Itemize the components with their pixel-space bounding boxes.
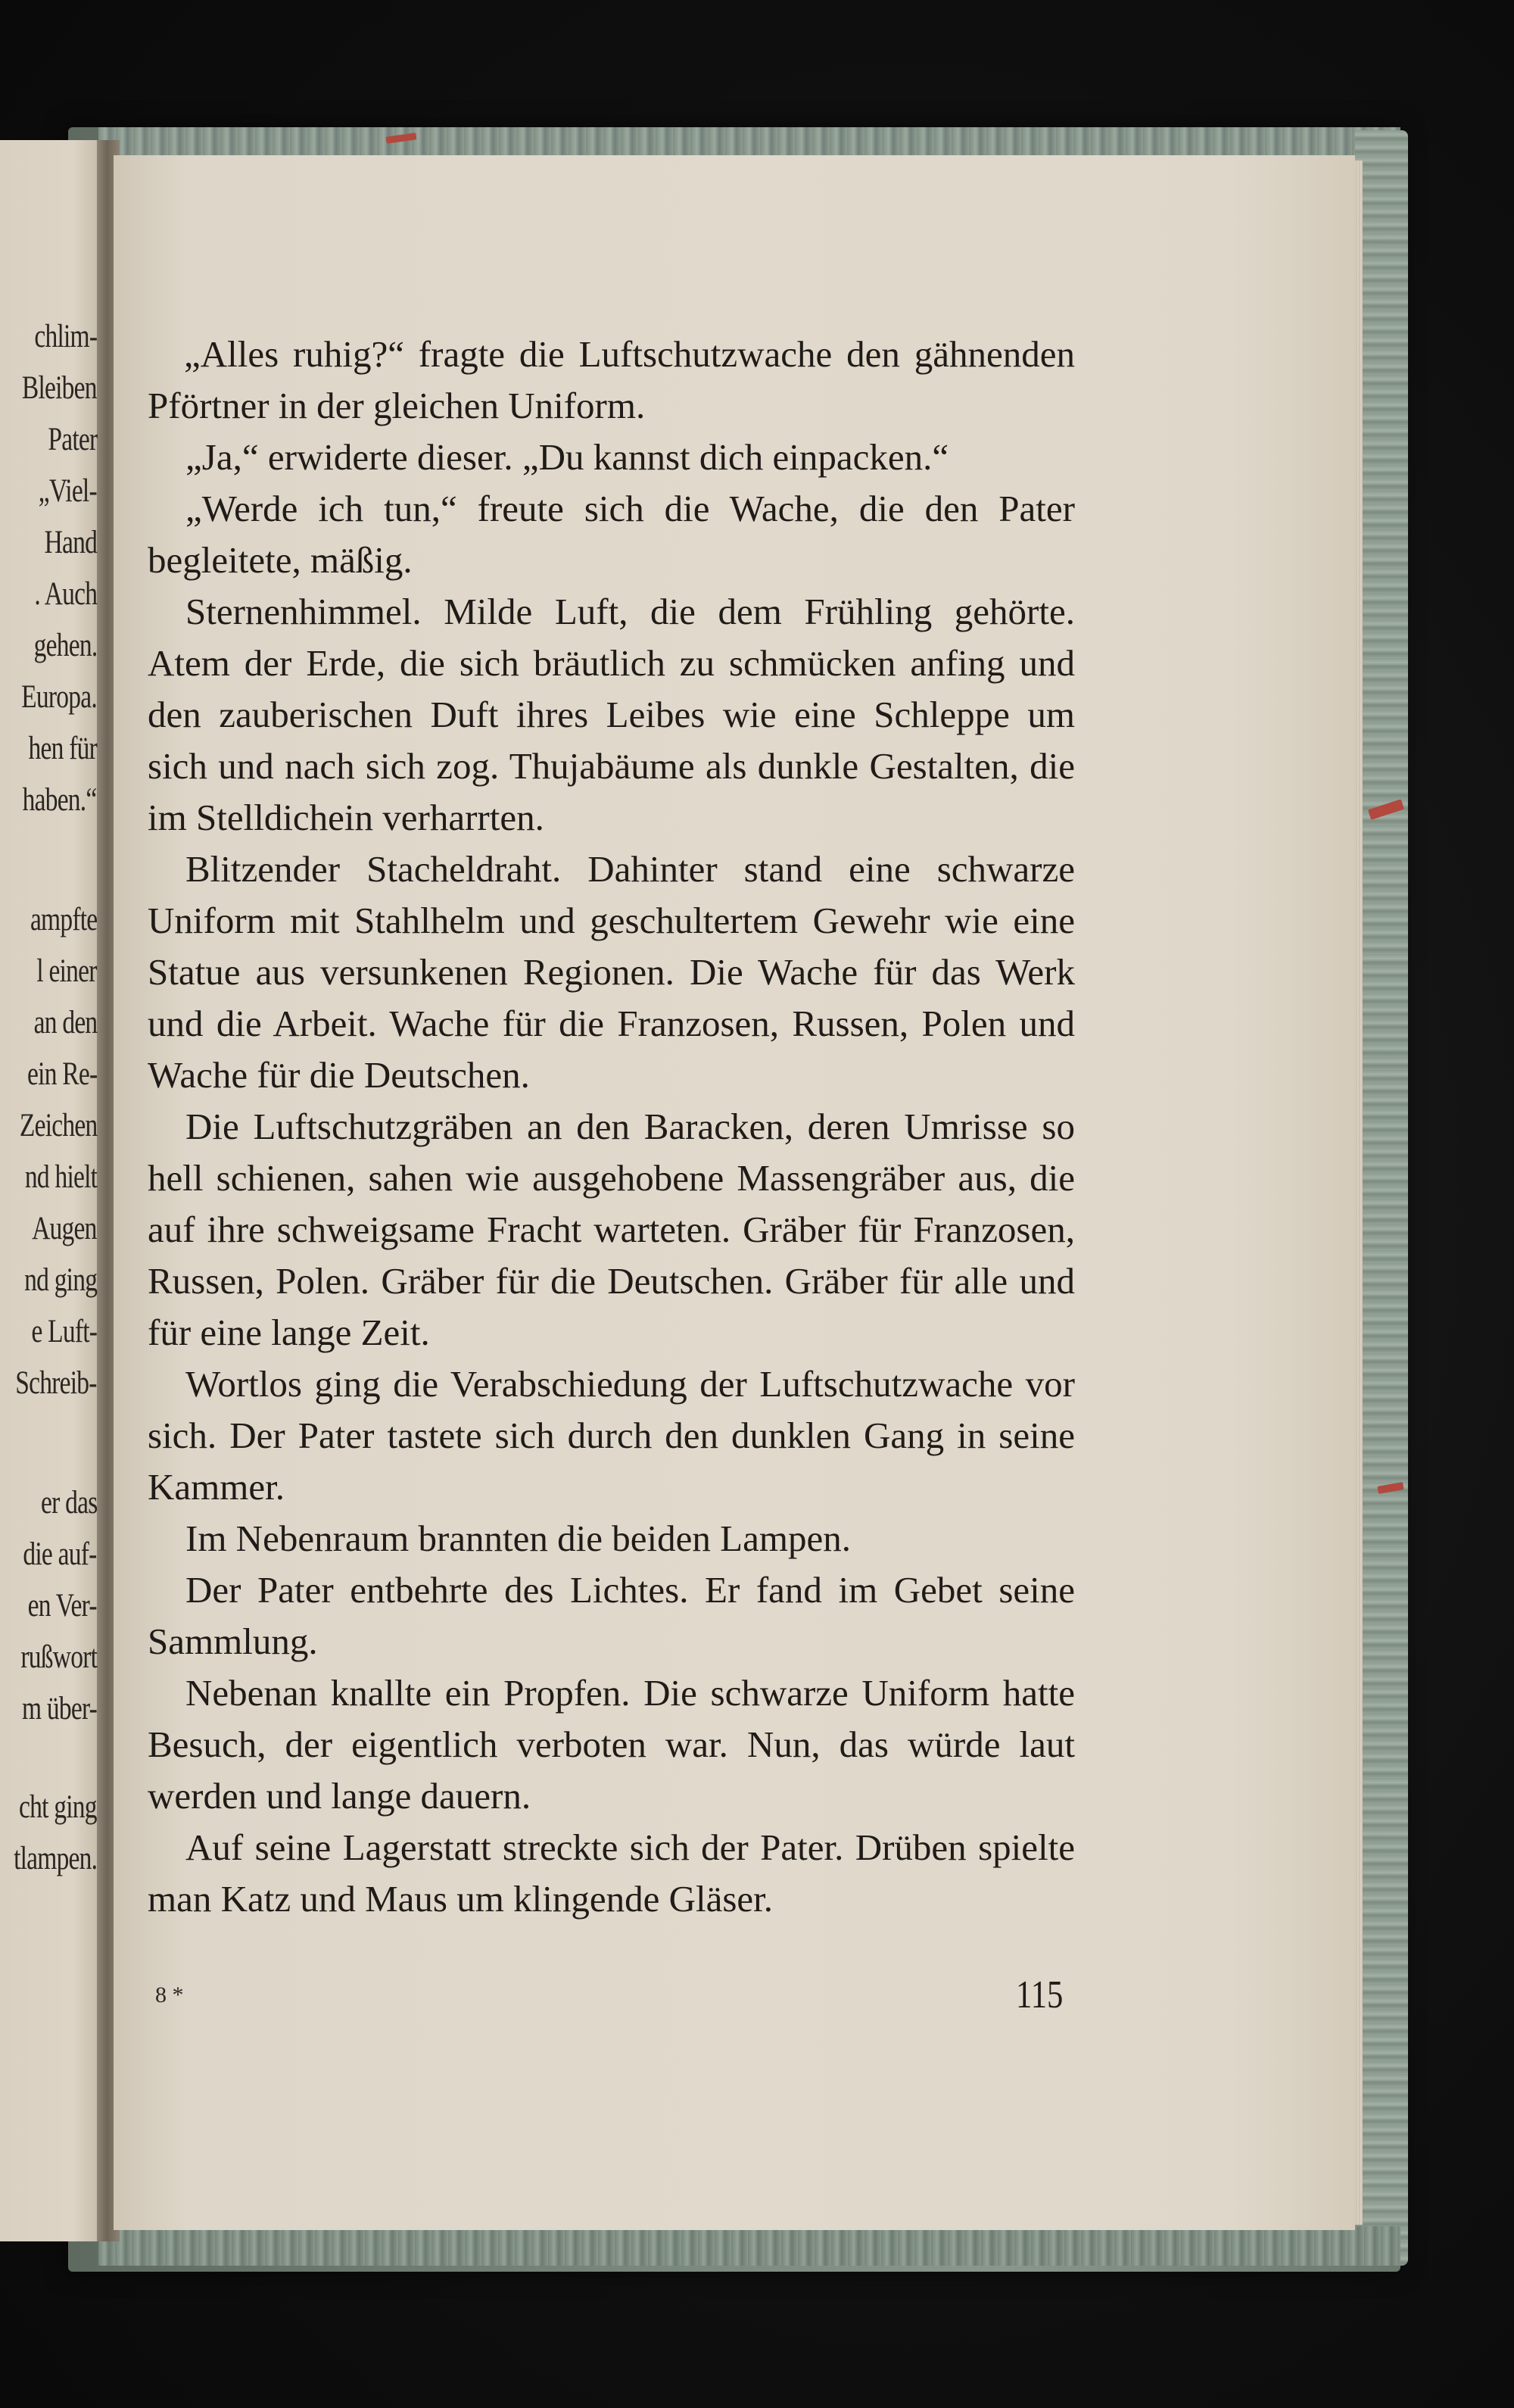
left-page-line: Schreib- bbox=[15, 1365, 97, 1401]
left-page-line: er das bbox=[40, 1485, 97, 1521]
left-page-line: Pater bbox=[47, 422, 97, 457]
left-page-line: ein Re- bbox=[26, 1056, 97, 1092]
cover-edge-right bbox=[1355, 130, 1408, 2266]
paragraph: Sternenhimmel. Milde Luft, die dem Frühling gehörte. Atem der Erde, die sich bräutlich zu schmücken anfing und den zauberischen Duft ihres Leibes wie eine Schleppe um sich und nach sich zog. Thujabäume als dunkle Gestalten, die im Stelldichein verharrten. bbox=[148, 591, 1075, 838]
left-page-line: die auf- bbox=[23, 1536, 97, 1572]
paragraph: „Werde ich tun,“ freute sich die Wache, die den Pater begleitete, mäßig. bbox=[148, 488, 1075, 581]
left-page-line: en Ver- bbox=[27, 1588, 97, 1624]
left-page-line: Zeichen bbox=[19, 1108, 97, 1143]
left-page-line: l einer bbox=[36, 953, 97, 989]
left-page-line: chlim- bbox=[34, 319, 97, 354]
paragraph: Auf seine Lagerstatt streckte sich der Pater. Drüben spielte man Katz und Maus um klingende Gläser. bbox=[148, 1826, 1075, 1920]
left-page-line: Europa. bbox=[21, 679, 97, 715]
left-page-line: hen für bbox=[28, 731, 97, 766]
left-page-line: haben.“ bbox=[23, 782, 97, 818]
paragraph: Der Pater entbehrte des Lichtes. Er fand im Gebet seine Sammlung. bbox=[148, 1569, 1075, 1662]
left-page-line: m über- bbox=[21, 1691, 97, 1726]
left-page-line: nd ging bbox=[23, 1262, 97, 1298]
left-page-line: Augen bbox=[32, 1211, 97, 1246]
left-page-line: ampfte bbox=[30, 902, 97, 937]
left-page-line: rußwort bbox=[20, 1639, 97, 1675]
paragraph: „Ja,“ erwiderte dieser. „Du kannst dich einpacken.“ bbox=[185, 436, 949, 478]
paragraph: „Alles ruhig?“ fragte die Luftschutzwache den gähnenden Pförtner in der gleichen Uniform. bbox=[148, 333, 1075, 426]
paragraph: Im Nebenraum brannten die beiden Lampen. bbox=[185, 1517, 851, 1559]
left-page-line: cht ging bbox=[19, 1789, 97, 1825]
page-number: 115 bbox=[1016, 1973, 1064, 2017]
left-page-line: tlampen. bbox=[13, 1841, 97, 1876]
left-page-line: Hand bbox=[44, 525, 97, 560]
paragraph: Nebenan knallte ein Propfen. Die schwarze Uniform hatte Besuch, der eigentlich verboten war. Nun, das würde laut werden und lange dauern. bbox=[148, 1672, 1075, 1817]
left-page-line: Bleiben bbox=[22, 370, 97, 406]
signature-mark: 8 * bbox=[155, 1982, 184, 2007]
left-page-line: e Luft- bbox=[31, 1314, 97, 1349]
page-text-block bbox=[148, 329, 1075, 1925]
left-page-line: nd hielt bbox=[24, 1159, 97, 1195]
paragraph: Wortlos ging die Verabschiedung der Luftschutzwache vor sich. Der Pater tastete sich durch den dunklen Gang in seine Kammer. bbox=[148, 1363, 1075, 1508]
cover-edge-bottom bbox=[98, 2226, 1400, 2266]
left-page-line: . Auch bbox=[34, 576, 97, 612]
left-page-line: an den bbox=[33, 1005, 97, 1040]
left-page-line: gehen. bbox=[33, 628, 97, 663]
left-page-line: „Viel- bbox=[38, 473, 97, 509]
paragraph: Die Luftschutzgräben an den Baracken, deren Umrisse so hell schienen, sahen wie ausgehobene Massengräber aus, die auf ihre schweigsame Fracht warteten. Gräber für Franzosen, Russen, Polen. Gräber für die Deutschen. Gräber für alle und für eine lange Zeit. bbox=[148, 1106, 1075, 1353]
paragraph: Blitzender Stacheldraht. Dahinter stand eine schwarze Uniform mit Stahlhelm und geschultertem Gewehr wie eine Statue aus versunkenen Regionen. Die Wache für das Werk und die Arbeit. Wache für die Franzosen, Russen, Polen und Wache für die Deutschen. bbox=[148, 848, 1075, 1096]
